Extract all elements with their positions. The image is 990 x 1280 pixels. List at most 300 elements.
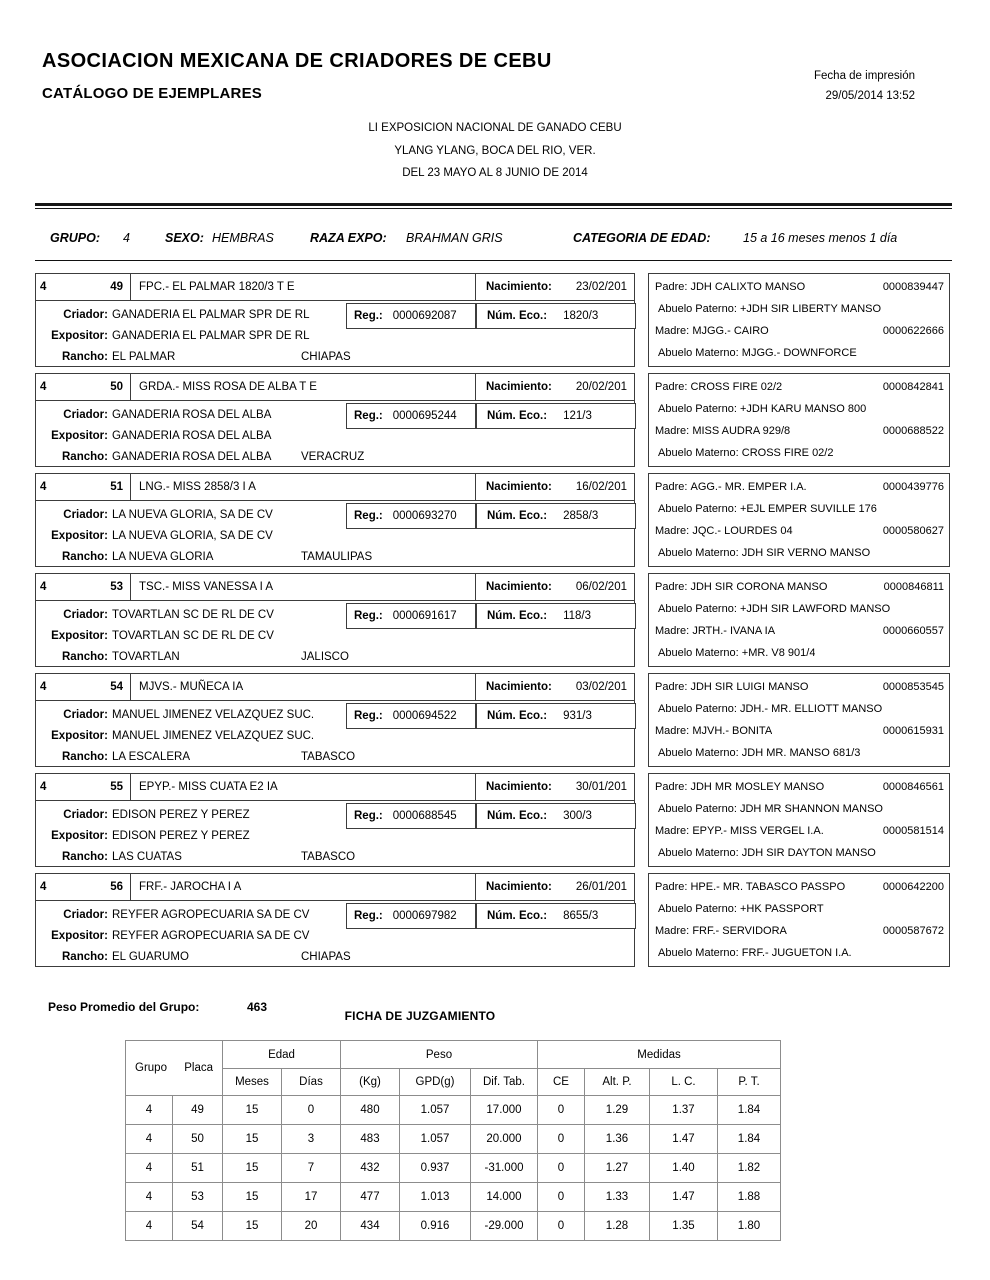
header-ce: CE — [538, 1069, 585, 1096]
nacimiento-cell — [476, 574, 634, 600]
event-line-3: DEL 23 MAYO AL 8 JUNIO DE 2014 — [402, 167, 588, 179]
expositor-label: Expositor: — [51, 730, 108, 742]
reg-label: Reg.: — [354, 310, 383, 322]
padre-reg: 0000846561 — [882, 781, 944, 793]
madre-row — [649, 620, 949, 642]
abuelo-paterno-label: Abuelo Paterno: — [658, 503, 737, 515]
abuelo-paterno-label: Abuelo Paterno: — [658, 703, 737, 715]
criador-value: EDISON PEREZ Y PEREZ — [112, 809, 250, 821]
nacimiento-label: Nacimiento: — [486, 481, 552, 493]
rancho-value: LA ESCALERA — [112, 751, 190, 763]
padre-reg: 0000842841 — [882, 381, 944, 393]
criador-value: REYFER AGROPECUARIA SA DE CV — [112, 909, 310, 921]
criador-label: Criador: — [63, 709, 108, 721]
animal-record — [35, 673, 950, 767]
record-top-row — [36, 774, 634, 801]
header-group-edad: Edad — [223, 1041, 341, 1069]
expositor-label: Expositor: — [51, 930, 108, 942]
num-eco-box — [476, 503, 636, 529]
reg-label: Reg.: — [354, 610, 383, 622]
expositor-value: REYFER AGROPECUARIA SA DE CV — [112, 930, 310, 942]
num-eco-label: Núm. Eco.: — [487, 410, 548, 422]
cell-gpd: 0.916 — [400, 1212, 471, 1241]
num-eco-box — [476, 603, 636, 629]
padre-label: Padre: — [655, 481, 688, 493]
padre-label: Padre: — [655, 281, 688, 293]
header-meses: Meses — [223, 1069, 282, 1096]
madre-reg: 0000581514 — [882, 825, 944, 837]
nacimiento-value: 26/01/201 — [575, 881, 627, 893]
estado-value: JALISCO — [301, 651, 349, 663]
madre-reg: 0000587672 — [882, 925, 944, 937]
reg-box — [346, 303, 476, 329]
cell-ce: 0 — [538, 1096, 585, 1125]
cell-grupo: 4 — [126, 1096, 173, 1125]
expositor-label: Expositor: — [51, 830, 108, 842]
reg-value: 0000692087 — [392, 310, 457, 322]
record-top-row — [36, 374, 634, 401]
reg-label: Reg.: — [354, 810, 383, 822]
padre-name: JDH SIR CORONA MANSO — [690, 581, 828, 593]
grupo-label: GRUPO: — [50, 231, 100, 245]
cell-p-t: 1.80 — [718, 1212, 781, 1241]
padre-label: Padre: — [655, 381, 688, 393]
header-l-c: L. C. — [650, 1069, 718, 1096]
estado-value: VERACRUZ — [301, 451, 365, 463]
nacimiento-label: Nacimiento: — [486, 381, 552, 393]
reg-box — [346, 703, 476, 729]
record-grupo: 4 — [40, 781, 47, 793]
num-eco-box — [476, 303, 636, 329]
padre-reg: 0000846811 — [883, 581, 944, 593]
abuelo-materno-row — [649, 642, 949, 664]
rancho-value: LAS CUATAS — [112, 851, 182, 863]
madre-label: Madre: — [655, 325, 690, 337]
rancho-value: TOVARTLAN — [112, 651, 180, 663]
judging-table-row — [126, 1212, 781, 1241]
record-id-cell — [36, 674, 131, 700]
abuelo-paterno-row — [649, 298, 949, 320]
abuelo-materno-label: Abuelo Materno: — [658, 647, 739, 659]
nacimiento-cell — [476, 874, 634, 900]
abuelo-paterno-row — [649, 798, 949, 820]
records-list — [35, 273, 950, 967]
animal-name: FPC.- EL PALMAR 1820/3 T E — [131, 274, 476, 300]
animal-record — [35, 473, 950, 567]
nacimiento-value: 16/02/201 — [575, 481, 627, 493]
reg-label: Reg.: — [354, 710, 383, 722]
abuelo-paterno-row — [649, 498, 949, 520]
abuelo-materno-row — [649, 942, 949, 964]
header-group-peso: Peso — [341, 1041, 538, 1069]
page-subtitle: CATÁLOGO DE EJEMPLARES — [42, 85, 262, 102]
abuelo-materno-name: MJGG.- DOWNFORCE — [741, 347, 857, 359]
madre-reg: 0000615931 — [882, 725, 944, 737]
cell-meses: 15 — [223, 1096, 282, 1125]
rancho-label: Rancho: — [62, 551, 108, 563]
abuelo-paterno-label: Abuelo Paterno: — [658, 603, 737, 615]
record-grupo: 4 — [40, 881, 47, 893]
record-placa: 55 — [110, 781, 123, 793]
abuelo-materno-name: +MR. V8 901/4 — [741, 647, 816, 659]
rancho-value: EL PALMAR — [112, 351, 176, 363]
padre-row — [649, 376, 949, 398]
nacimiento-label: Nacimiento: — [486, 681, 552, 693]
padre-row — [649, 276, 949, 298]
cell-grupo: 4 — [126, 1154, 173, 1183]
reg-value: 0000694522 — [392, 710, 457, 722]
reg-box — [346, 803, 476, 829]
madre-name: MJGG.- CAIRO — [692, 325, 769, 337]
abuelo-paterno-name: +JDH SIR LAWFORD MANSO — [739, 603, 891, 615]
abuelo-materno-label: Abuelo Materno: — [658, 847, 739, 859]
animal-name: FRF.- JAROCHA I A — [131, 874, 476, 900]
padre-reg: 0000839447 — [882, 281, 944, 293]
peso-promedio-value: 463 — [247, 1000, 268, 1014]
madre-row — [649, 820, 949, 842]
print-date-label: Fecha de impresión — [814, 70, 915, 82]
ficha-title: FICHA DE JUZGAMIENTO — [344, 1009, 496, 1023]
cell-l-c: 1.37 — [650, 1096, 718, 1125]
animal-name: GRDA.- MISS ROSA DE ALBA T E — [131, 374, 476, 400]
record-top-row — [36, 474, 634, 501]
nacimiento-cell — [476, 674, 634, 700]
cell-p-t: 1.84 — [718, 1125, 781, 1154]
num-eco-box — [476, 703, 636, 729]
record-id-cell — [36, 874, 131, 900]
abuelo-materno-row — [649, 442, 949, 464]
estado-value: TAMAULIPAS — [301, 551, 373, 563]
rancho-label: Rancho: — [62, 651, 108, 663]
padre-reg: 0000642200 — [882, 881, 944, 893]
categoria-value: 15 a 16 meses menos 1 día — [743, 231, 898, 245]
padre-label: Padre: — [655, 581, 688, 593]
cell-ce: 0 — [538, 1125, 585, 1154]
cell-kg: 432 — [341, 1154, 400, 1183]
nacimiento-cell — [476, 774, 634, 800]
cell-p-t: 1.88 — [718, 1183, 781, 1212]
abuelo-paterno-row — [649, 398, 949, 420]
expositor-label: Expositor: — [51, 330, 108, 342]
pedigree-box — [648, 573, 950, 667]
reg-box — [346, 403, 476, 429]
madre-label: Madre: — [655, 925, 690, 937]
reg-box — [346, 503, 476, 529]
expositor-label: Expositor: — [51, 630, 108, 642]
reg-box — [346, 603, 476, 629]
madre-label: Madre: — [655, 625, 690, 637]
header-grupo-placa — [126, 1041, 223, 1096]
cell-placa: 53 — [173, 1183, 223, 1212]
padre-label: Padre: — [655, 881, 688, 893]
abuelo-materno-name: FRF.- JUGUETON I.A. — [741, 947, 852, 959]
nacimiento-cell — [476, 474, 634, 500]
cell-dif-tab: 20.000 — [471, 1125, 538, 1154]
abuelo-materno-row — [649, 742, 949, 764]
abuelo-materno-label: Abuelo Materno: — [658, 547, 739, 559]
record-placa: 50 — [110, 381, 123, 393]
cell-alt-p: 1.27 — [585, 1154, 650, 1183]
madre-row — [649, 520, 949, 542]
cell-kg: 483 — [341, 1125, 400, 1154]
record-placa: 56 — [110, 881, 123, 893]
cell-ce: 0 — [538, 1212, 585, 1241]
animal-record — [35, 773, 950, 867]
madre-row — [649, 320, 949, 342]
nacimiento-cell — [476, 374, 634, 400]
abuelo-materno-name: CROSS FIRE 02/2 — [741, 447, 834, 459]
abuelo-paterno-name: +JDH KARU MANSO 800 — [739, 403, 867, 415]
record-id-cell — [36, 574, 131, 600]
criador-label: Criador: — [63, 509, 108, 521]
num-eco-value: 8655/3 — [563, 910, 599, 922]
print-date-value: 29/05/2014 13:52 — [825, 90, 915, 102]
cell-kg: 434 — [341, 1212, 400, 1241]
cell-alt-p: 1.33 — [585, 1183, 650, 1212]
cell-l-c: 1.47 — [650, 1125, 718, 1154]
raza-value: BRAHMAN GRIS — [406, 231, 503, 245]
record-grupo: 4 — [40, 581, 47, 593]
record-top-row — [36, 274, 634, 301]
num-eco-value: 931/3 — [563, 710, 592, 722]
padre-name: HPE.- MR. TABASCO PASSPO — [690, 881, 846, 893]
animal-name: TSC.- MISS VANESSA I A — [131, 574, 476, 600]
madre-name: JRTH.- IVANA IA — [692, 625, 776, 637]
padre-row — [649, 476, 949, 498]
abuelo-paterno-name: +HK PASSPORT — [739, 903, 824, 915]
num-eco-value: 118/3 — [563, 610, 591, 622]
cell-alt-p: 1.28 — [585, 1212, 650, 1241]
padre-name: CROSS FIRE 02/2 — [690, 381, 783, 393]
animal-record — [35, 573, 950, 667]
abuelo-paterno-row — [649, 698, 949, 720]
record-placa: 49 — [110, 281, 123, 293]
padre-name: JDH MR MOSLEY MANSO — [690, 781, 825, 793]
cell-meses: 15 — [223, 1154, 282, 1183]
criador-label: Criador: — [63, 909, 108, 921]
abuelo-materno-name: JDH SIR DAYTON MANSO — [741, 847, 876, 859]
madre-label: Madre: — [655, 825, 690, 837]
madre-reg: 0000580627 — [882, 525, 944, 537]
expositor-label: Expositor: — [51, 430, 108, 442]
reg-value: 0000691617 — [392, 610, 457, 622]
event-line-2: YLANG YLANG, BOCA DEL RIO, VER. — [394, 144, 596, 157]
criador-value: LA NUEVA GLORIA, SA DE CV — [112, 509, 273, 521]
record-left-box — [35, 373, 635, 467]
expositor-value: MANUEL JIMENEZ VELAZQUEZ SUC. — [112, 730, 315, 742]
record-id-cell — [36, 474, 131, 500]
cell-ce: 0 — [538, 1183, 585, 1212]
event-line-1: LI EXPOSICION NACIONAL DE GANADO CEBU — [368, 122, 622, 134]
expositor-row — [36, 626, 636, 646]
abuelo-paterno-label: Abuelo Paterno: — [658, 303, 737, 315]
num-eco-label: Núm. Eco.: — [487, 610, 548, 622]
record-left-box — [35, 273, 635, 367]
page-title: ASOCIACION MEXICANA DE CRIADORES DE CEBU — [42, 50, 552, 72]
rancho-label: Rancho: — [62, 751, 108, 763]
record-grupo: 4 — [40, 481, 47, 493]
cell-l-c: 1.35 — [650, 1212, 718, 1241]
event-info — [0, 117, 990, 185]
madre-name: JQC.- LOURDES 04 — [692, 525, 793, 537]
print-date-block — [814, 66, 915, 106]
nacimiento-value: 30/01/201 — [575, 781, 627, 793]
header-group-medidas: Medidas — [538, 1041, 781, 1069]
cell-alt-p: 1.29 — [585, 1096, 650, 1125]
criador-value: GANADERIA EL PALMAR SPR DE RL — [112, 309, 310, 321]
num-eco-value: 121/3 — [563, 410, 592, 422]
cell-kg: 480 — [341, 1096, 400, 1125]
cell-gpd: 1.013 — [400, 1183, 471, 1212]
animal-name: LNG.- MISS 2858/3 I A — [131, 474, 476, 500]
record-id-cell — [36, 774, 131, 800]
criador-label: Criador: — [63, 309, 108, 321]
record-left-box — [35, 773, 635, 867]
record-left-box — [35, 473, 635, 567]
record-grupo: 4 — [40, 381, 47, 393]
abuelo-materno-name: JDH MR. MANSO 681/3 — [741, 747, 861, 759]
cell-gpd: 1.057 — [400, 1125, 471, 1154]
criador-value: GANADERIA ROSA DEL ALBA — [112, 409, 272, 421]
padre-reg: 0000439776 — [882, 481, 944, 493]
padre-label: Padre: — [655, 781, 688, 793]
cell-meses: 15 — [223, 1125, 282, 1154]
abuelo-materno-label: Abuelo Materno: — [658, 347, 739, 359]
abuelo-materno-row — [649, 342, 949, 364]
madre-label: Madre: — [655, 725, 690, 737]
record-left-box — [35, 873, 635, 967]
judging-table-row — [126, 1096, 781, 1125]
abuelo-materno-label: Abuelo Materno: — [658, 447, 739, 459]
expositor-value: GANADERIA EL PALMAR SPR DE RL — [112, 330, 310, 342]
num-eco-label: Núm. Eco.: — [487, 310, 548, 322]
pedigree-box — [648, 273, 950, 367]
madre-name: EPYP.- MISS VERGEL I.A. — [692, 825, 824, 837]
abuelo-materno-label: Abuelo Materno: — [658, 947, 739, 959]
expositor-row — [36, 926, 636, 946]
record-id-cell — [36, 374, 131, 400]
nacimiento-value: 06/02/201 — [575, 581, 627, 593]
sexo-value: HEMBRAS — [212, 231, 274, 245]
padre-row — [649, 676, 949, 698]
estado-value: CHIAPAS — [301, 951, 351, 963]
cell-meses: 15 — [223, 1212, 282, 1241]
judging-table-row — [126, 1154, 781, 1183]
rancho-label: Rancho: — [62, 951, 108, 963]
record-left-box — [35, 673, 635, 767]
record-top-row — [36, 674, 634, 701]
sexo-label: SEXO: — [165, 231, 204, 245]
header-gpd: GPD(g) — [400, 1069, 471, 1096]
madre-name: MISS AUDRA 929/8 — [692, 425, 791, 437]
expositor-row — [36, 726, 636, 746]
reg-label: Reg.: — [354, 410, 383, 422]
cell-kg: 477 — [341, 1183, 400, 1212]
animal-record — [35, 373, 950, 467]
record-placa: 51 — [110, 481, 123, 493]
nacimiento-label: Nacimiento: — [486, 881, 552, 893]
rancho-label: Rancho: — [62, 451, 108, 463]
abuelo-paterno-row — [649, 898, 949, 920]
estado-value: TABASCO — [301, 751, 356, 763]
abuelo-paterno-label: Abuelo Paterno: — [658, 403, 737, 415]
animal-name: MJVS.- MUÑECA IA — [131, 674, 476, 700]
cell-gpd: 1.057 — [400, 1096, 471, 1125]
nacimiento-value: 03/02/201 — [575, 681, 627, 693]
record-left-box — [35, 573, 635, 667]
num-eco-value: 1820/3 — [563, 310, 599, 322]
criador-label: Criador: — [63, 409, 108, 421]
expositor-row — [36, 326, 636, 346]
judging-table — [125, 1040, 781, 1241]
cell-placa: 54 — [173, 1212, 223, 1241]
padre-name: JDH SIR LUIGI MANSO — [690, 681, 809, 693]
nacimiento-label: Nacimiento: — [486, 281, 552, 293]
judging-table-row — [126, 1125, 781, 1154]
rancho-value: LA NUEVA GLORIA — [112, 551, 214, 563]
madre-row — [649, 920, 949, 942]
header-alt-p: Alt. P. — [585, 1069, 650, 1096]
padre-name: JDH CALIXTO MANSO — [690, 281, 806, 293]
num-eco-box — [476, 403, 636, 429]
num-eco-label: Núm. Eco.: — [487, 710, 548, 722]
reg-value: 0000693270 — [392, 510, 457, 522]
expositor-row — [36, 826, 636, 846]
madre-name: FRF.- SERVIDORA — [692, 925, 787, 937]
num-eco-label: Núm. Eco.: — [487, 510, 548, 522]
reg-label: Reg.: — [354, 510, 383, 522]
abuelo-paterno-label: Abuelo Paterno: — [658, 903, 737, 915]
record-grupo: 4 — [40, 281, 47, 293]
estado-value: TABASCO — [301, 851, 356, 863]
group-bar — [0, 231, 990, 253]
pedigree-box — [648, 373, 950, 467]
cell-dias: 17 — [282, 1183, 341, 1212]
padre-reg: 0000853545 — [882, 681, 944, 693]
reg-box — [346, 903, 476, 929]
num-eco-label: Núm. Eco.: — [487, 910, 548, 922]
cell-dif-tab: 17.000 — [471, 1096, 538, 1125]
cell-p-t: 1.84 — [718, 1096, 781, 1125]
madre-row — [649, 720, 949, 742]
cell-dias: 20 — [282, 1212, 341, 1241]
padre-name: AGG.- MR. EMPER I.A. — [690, 481, 807, 493]
abuelo-materno-row — [649, 842, 949, 864]
madre-label: Madre: — [655, 425, 690, 437]
abuelo-materno-row — [649, 542, 949, 564]
cell-dif-tab: -31.000 — [471, 1154, 538, 1183]
pedigree-box — [648, 473, 950, 567]
cell-meses: 15 — [223, 1183, 282, 1212]
animal-record — [35, 873, 950, 967]
cell-placa: 51 — [173, 1154, 223, 1183]
header-dias: Días — [282, 1069, 341, 1096]
cell-l-c: 1.47 — [650, 1183, 718, 1212]
record-top-row — [36, 874, 634, 901]
criador-value: TOVARTLAN SC DE RL DE CV — [112, 609, 274, 621]
pedigree-box — [648, 773, 950, 867]
record-placa: 54 — [110, 681, 123, 693]
padre-label: Padre: — [655, 681, 688, 693]
header-grupo: Grupo — [135, 1062, 167, 1074]
estado-value: CHIAPAS — [301, 351, 351, 363]
cell-ce: 0 — [538, 1154, 585, 1183]
expositor-value: TOVARTLAN SC DE RL DE CV — [112, 630, 274, 642]
nacimiento-label: Nacimiento: — [486, 581, 552, 593]
cell-gpd: 0.937 — [400, 1154, 471, 1183]
animal-name: EPYP.- MISS CUATA E2 IA — [131, 774, 476, 800]
abuelo-paterno-row — [649, 598, 949, 620]
